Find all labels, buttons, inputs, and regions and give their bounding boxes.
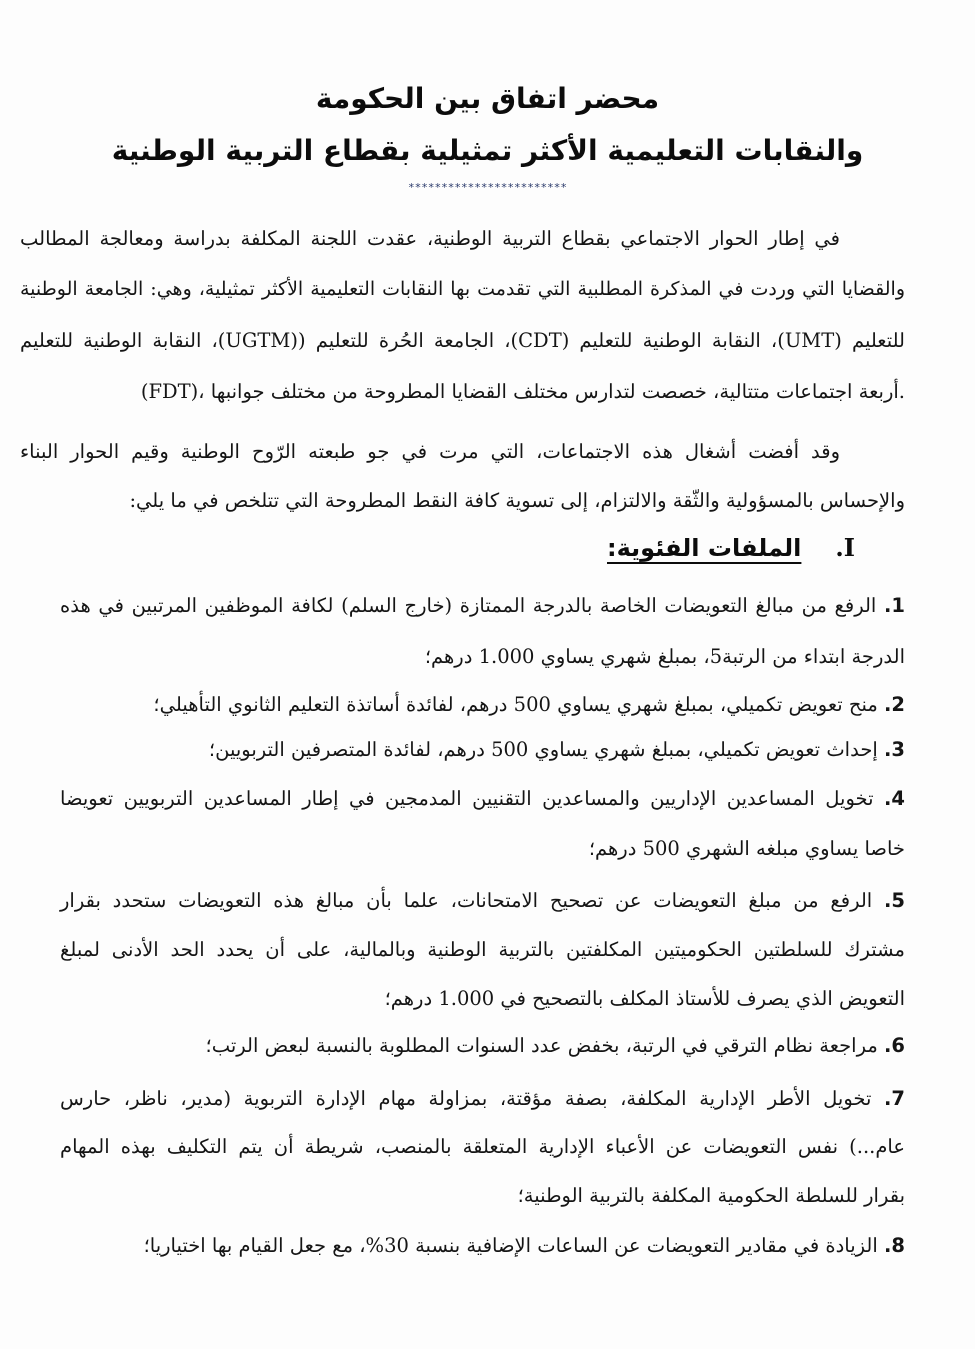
list-item-1-line-1: [60, 594, 905, 617]
intro-p2-line-1: وقد أفضت أشغال هذه الاجتماعات، التي مرت في جو طبعته الرّوح الوطنية وقيم الحوار البناء: [20, 440, 840, 463]
list-item-6-line-1: [60, 1034, 905, 1057]
intro-p1-line-3: للتعليم (UMT)، النقابة الوطنية للتعليم (CDT)، الجامعة الحُرة للتعليم ((UGTM)، النقابة الوطنية للتعليم: [20, 329, 905, 352]
list-item-1-text-1: الرفع من مبالغ التعويضات الخاصة بالدرجة الممتازة (خارج السلم) لكافة الموظفين المرتبين في هذه: [60, 594, 877, 617]
list-item-4-line-2: خاصا يساوي مبلغه الشهري 500 درهم؛: [588, 837, 905, 860]
document-title-line-1: محضر اتفاق بين الحكومة: [315, 82, 660, 115]
list-item-3-text-1: إحداث تعويض تكميلي، بمبلغ شهري يساوي 500 درهم، لفائدة المتصرفين التربويين؛: [208, 738, 878, 761]
list-item-8-text-1: الزيادة في مقادير التعويضات عن الساعات الإضافية بنسبة 30%، مع جعل القيام بها اختياريا؛: [143, 1234, 878, 1257]
list-item-3-number: 3.: [884, 738, 905, 761]
document-title-line-2: والنقابات التعليمية الأكثر تمثيلية بقطاع التربية الوطنية: [111, 134, 864, 167]
list-item-3-line-1: [60, 738, 905, 761]
list-item-7-text-1: تخويل الأطر الإدارية المكلفة، بصفة مؤقتة، بمزاولة مهام الإدارة التربوية (مدير، ناظر، حارس: [60, 1087, 872, 1110]
list-item-5-number: 5.: [884, 889, 905, 912]
list-item-6-number: 6.: [884, 1034, 905, 1057]
intro-p1-line-2: والقضايا التي وردت في المذكرة المطلبية التي تقدمت بها النقابات التعليمية الأكثر تمثيلية، وهي: الجامعة الوطنية: [20, 278, 905, 300]
section-number: I.: [835, 533, 855, 562]
section-title: الملفات الفئوية:: [607, 534, 802, 562]
list-item-7-line-3: بقرار للسلطة الحكومية المكلفة بالتربية الوطنية؛: [517, 1184, 905, 1207]
list-item-2-number: 2.: [884, 693, 905, 716]
list-item-8-line-1: [60, 1234, 905, 1257]
list-item-5-text-1: الرفع من مبلغ التعويضات عن تصحيح الامتحانات، علما بأن مبالغ هذه التعويضات ستحدد بقرار: [60, 889, 873, 912]
list-item-4-number: 4.: [884, 787, 905, 810]
list-item-5-line-1: [60, 889, 905, 912]
list-item-8-number: 8.: [884, 1234, 905, 1257]
list-item-5-line-3: التعويض الذي يصرف للأستاذ المكلف بالتصحيح في 1.000 درهم؛: [384, 987, 905, 1010]
list-item-5-line-2: مشترك للسلطتين الحكوميتين المكلفتين بالتربية الوطنية وبالمالية، على أن يحدد الحد الأدنى لمبلغ: [60, 938, 905, 961]
list-item-6-text-1: مراجعة نظام الترقي في الرتبة، بخفض عدد السنوات المطلوبة بالنسبة لبعض الرتب؛: [205, 1034, 878, 1057]
list-item-4-text-1: تخويل المساعدين الإداريين والمساعدين التقنيين المدمجين في إطار المساعدين التربويين تعويضا: [60, 787, 874, 810]
list-item-7-line-1: [60, 1087, 905, 1110]
list-item-7-line-2: عام...) نفس التعويضات عن الأعباء الإدارية المتعلقة بالمنصب، شريطة أن يتم التكليف بهذه المهام: [60, 1135, 905, 1158]
list-item-1-line-2: الدرجة ابتداء من الرتبة5، بمبلغ شهري يساوي 1.000 درهم؛: [424, 645, 905, 668]
list-item-1-number: 1.: [884, 594, 905, 617]
list-item-2-text-1: منح تعويض تكميلي، بمبلغ شهري يساوي 500 درهم، لفائدة أساتذة التعليم الثانوي التأهيلي؛: [153, 693, 878, 716]
list-item-2-line-1: [60, 693, 905, 716]
section-heading: [607, 533, 855, 562]
intro-p2-line-2: والإحساس بالمسؤولية والثّقة والالتزام، إلى تسوية كافة النقط المطروحة التي تتلخص في ما يلي:: [129, 489, 905, 512]
list-item-7-number: 7.: [884, 1087, 905, 1110]
intro-p1-line-4: (FDT)، أربعة اجتماعات متتالية، خصصت لتدارس مختلف القضايا المطروحة من مختلف جوانبها.: [140, 380, 905, 403]
list-item-4-line-1: [60, 787, 905, 810]
intro-p1-line-1: في إطار الحوار الاجتماعي بقطاع التربية الوطنية، عقدت اللجنة المكلفة بدراسة ومعالجة المطالب: [20, 227, 840, 250]
title-separator: ************************: [408, 181, 567, 194]
